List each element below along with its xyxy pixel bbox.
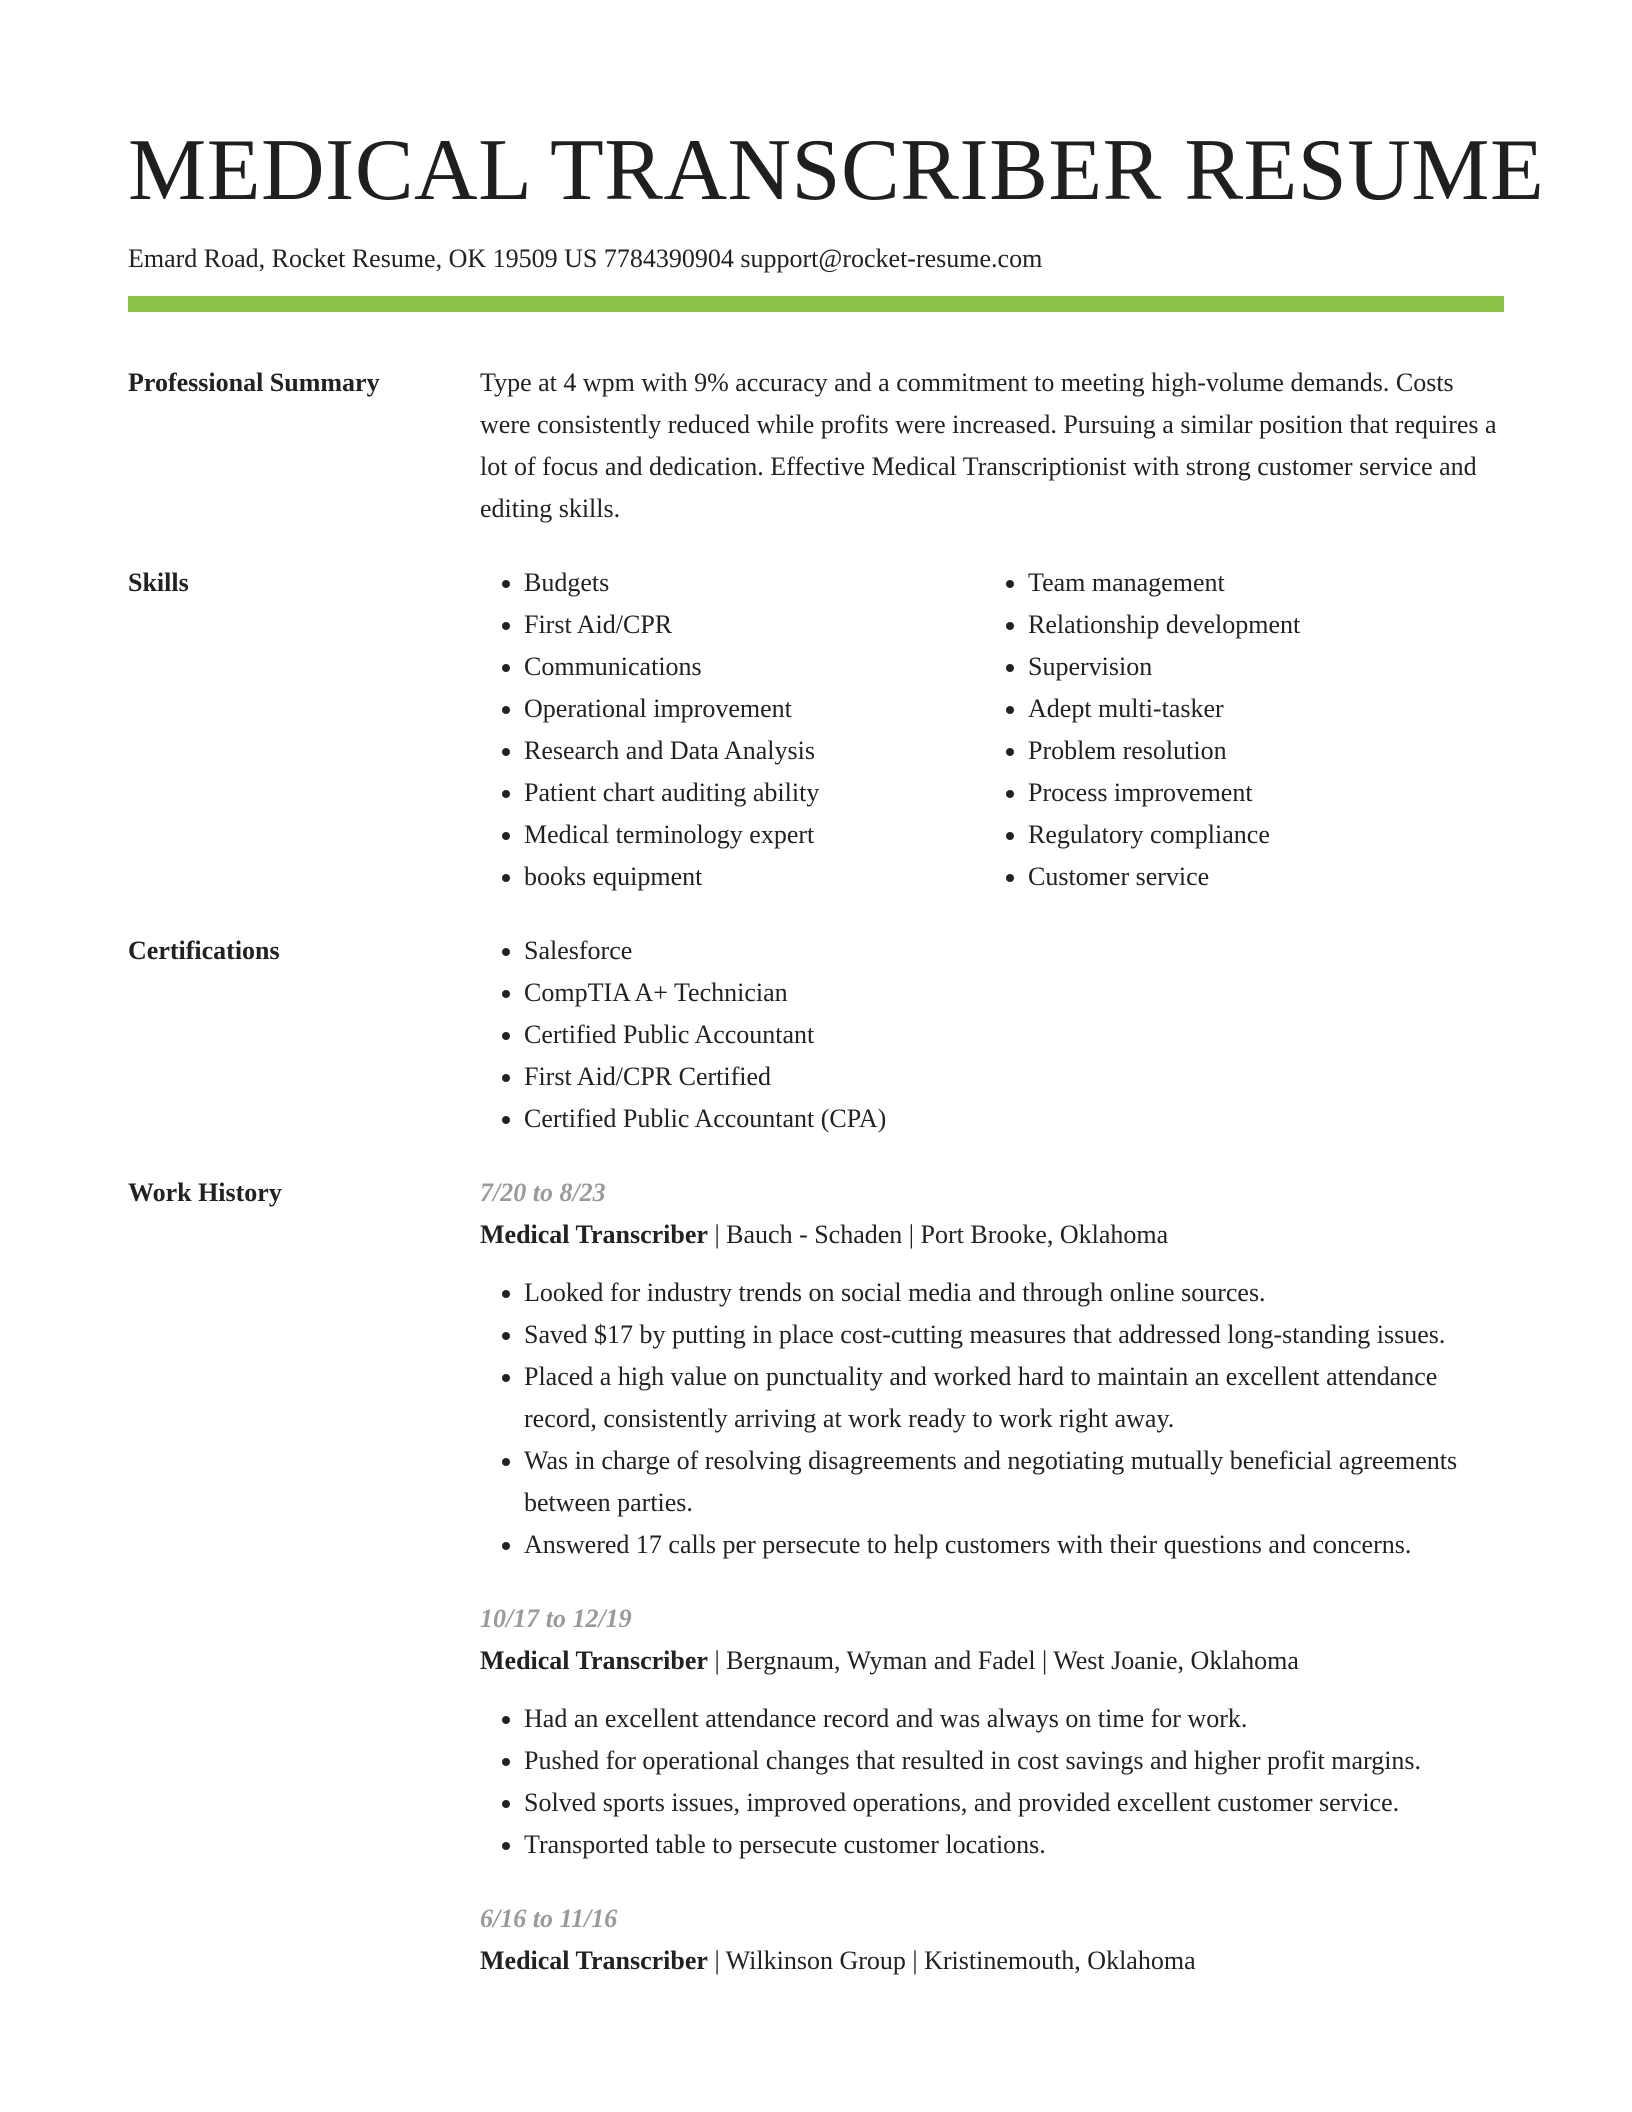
skill-item: • Team management xyxy=(1028,562,1488,604)
job-heading xyxy=(480,1214,1504,1256)
job-heading xyxy=(480,1640,1504,1682)
certification-item: • First Aid/CPR Certified xyxy=(524,1056,1504,1098)
job-bullets xyxy=(480,1272,1504,1566)
job-entry xyxy=(480,1172,1504,1566)
skills-column-right xyxy=(984,562,1488,898)
skills-column-left xyxy=(480,562,984,898)
job-bullet: • Was in charge of resolving disagreements and negotiating mutually beneficial agreements between parties. xyxy=(524,1440,1504,1524)
job-bullets xyxy=(480,1698,1504,1866)
job-bullet: • Placed a high value on punctuality and worked hard to maintain an excellent attendance record, consistently arriving at work ready to work right away. xyxy=(524,1356,1504,1440)
job-title: Medical Transcriber xyxy=(480,1946,708,1975)
skill-item: • Regulatory compliance xyxy=(1028,814,1488,856)
summary-heading: Professional Summary xyxy=(128,368,380,397)
skill-item: • First Aid/CPR xyxy=(524,604,984,646)
job-title: Medical Transcriber xyxy=(480,1646,708,1675)
work-history-section xyxy=(128,1172,1504,1982)
certifications-heading: Certifications xyxy=(128,936,280,965)
job-bullet: • Transported table to persecute customer locations. xyxy=(524,1824,1504,1866)
job-bullet: • Had an excellent attendance record and was always on time for work. xyxy=(524,1698,1504,1740)
certifications-section xyxy=(128,930,1504,1140)
resume-page xyxy=(128,0,1545,1982)
skills-list-right xyxy=(984,562,1488,898)
skills-heading: Skills xyxy=(128,568,189,597)
skills-list-left xyxy=(480,562,984,898)
work-history-heading: Work History xyxy=(128,1178,282,1207)
skill-item: • Operational improvement xyxy=(524,688,984,730)
skill-item: • Communications xyxy=(524,646,984,688)
skill-item: • Patient chart auditing ability xyxy=(524,772,984,814)
job-details: | Wilkinson Group | Kristinemouth, Oklahoma xyxy=(707,1946,1196,1975)
certifications-list xyxy=(480,930,1504,1140)
header-divider xyxy=(128,296,1504,312)
skill-item: • Relationship development xyxy=(1028,604,1488,646)
job-heading xyxy=(480,1940,1504,1982)
skill-item: • Research and Data Analysis xyxy=(524,730,984,772)
certification-item: • CompTIA A+ Technician xyxy=(524,972,1504,1014)
job-entry xyxy=(480,1598,1504,1866)
job-entry xyxy=(480,1898,1504,1982)
summary-body xyxy=(480,362,1504,530)
job-bullet: • Looked for industry trends on social media and through online sources. xyxy=(524,1272,1504,1314)
skill-item: • Supervision xyxy=(1028,646,1488,688)
job-title: Medical Transcriber xyxy=(480,1220,708,1249)
certification-item: • Certified Public Accountant (CPA) xyxy=(524,1098,1504,1140)
skill-item: • Adept multi-tasker xyxy=(1028,688,1488,730)
skill-item: • Problem resolution xyxy=(1028,730,1488,772)
job-dates: 6/16 to 11/16 xyxy=(480,1904,618,1933)
skill-item: • Medical terminology expert xyxy=(524,814,984,856)
job-dates: 7/20 to 8/23 xyxy=(480,1178,606,1207)
work-history-body xyxy=(480,1172,1504,1982)
summary-section xyxy=(128,362,1504,530)
job-bullet: • Answered 17 calls per persecute to help customers with their questions and concerns. xyxy=(524,1524,1504,1566)
summary-text: Type at 4 wpm with 9% accuracy and a commitment to meeting high-volume demands. Costs were consistently reduced while profits were increased. Pursuing a similar position that requires a lot of focus and dedication. Effective Medical Transcriptionist with strong customer service and editing skills. xyxy=(480,368,1497,523)
skill-item: • Budgets xyxy=(524,562,984,604)
skill-item: • Process improvement xyxy=(1028,772,1488,814)
job-bullet: • Saved $17 by putting in place cost-cutting measures that addressed long-standing issues. xyxy=(524,1314,1504,1356)
job-details: | Bauch - Schaden | Port Brooke, Oklahoma xyxy=(707,1220,1169,1249)
resume-title: MEDICAL TRANSCRIBER RESUME xyxy=(128,122,1545,219)
job-dates: 10/17 to 12/19 xyxy=(480,1604,632,1633)
certifications-body xyxy=(480,930,1504,1140)
contact-line: Emard Road, Rocket Resume, OK 19509 US 7784390904 support@rocket-resume.com xyxy=(128,244,1043,273)
job-bullet: • Pushed for operational changes that resulted in cost savings and higher profit margins. xyxy=(524,1740,1504,1782)
certification-item: • Certified Public Accountant xyxy=(524,1014,1504,1056)
skill-item: • Customer service xyxy=(1028,856,1488,898)
skills-section xyxy=(128,562,1504,898)
job-bullet: • Solved sports issues, improved operations, and provided excellent customer service. xyxy=(524,1782,1504,1824)
skills-columns xyxy=(480,562,1504,898)
job-details: | Bergnaum, Wyman and Fadel | West Joanie, Oklahoma xyxy=(707,1646,1299,1675)
certification-item: • Salesforce xyxy=(524,930,1504,972)
skill-item: • books equipment xyxy=(524,856,984,898)
